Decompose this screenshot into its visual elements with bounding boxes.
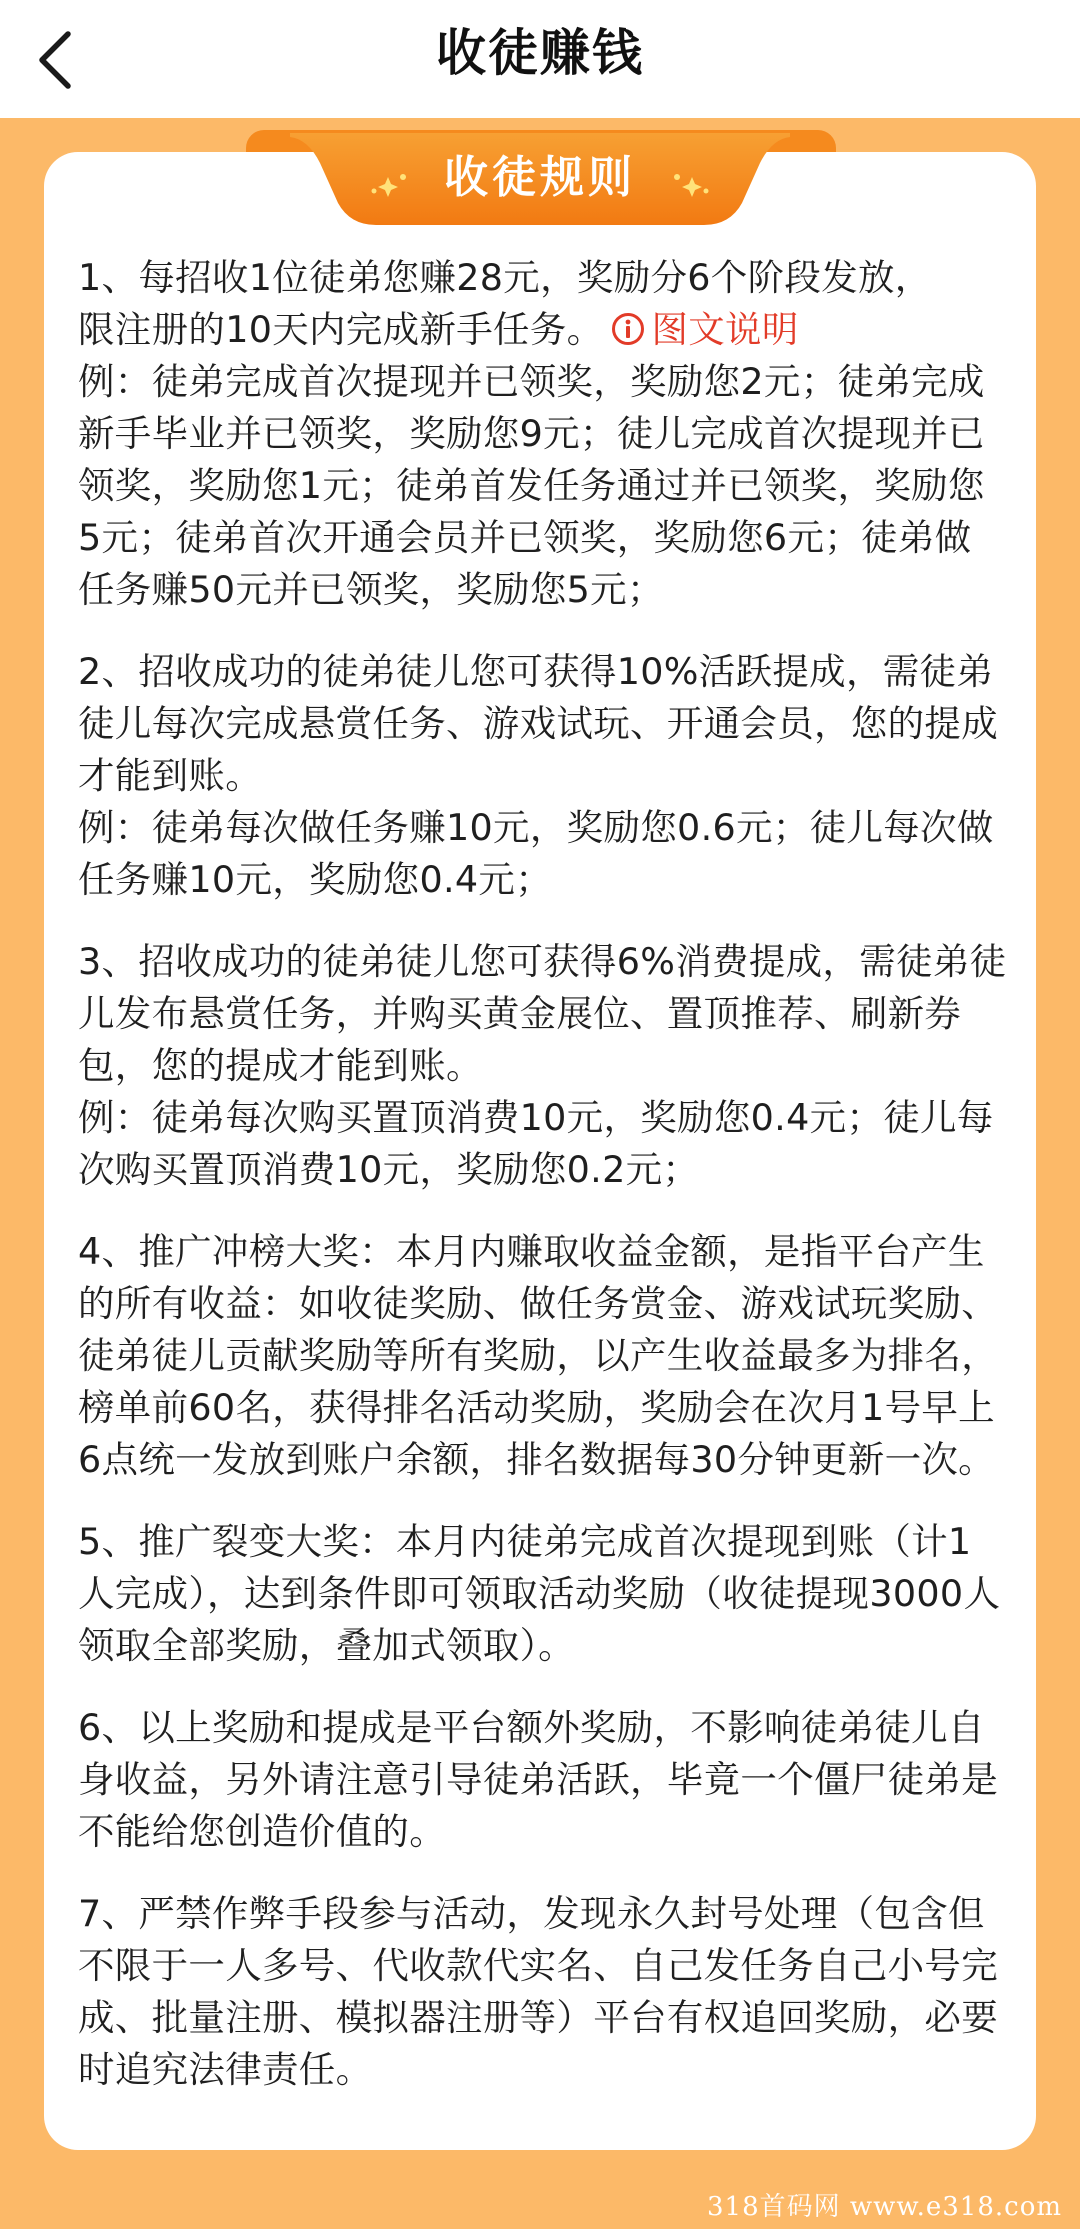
- page-title: 收徒赚钱: [436, 24, 644, 82]
- rule-text: 7、严禁作弊手段参与活动，发现永久封号处理（包含但不限于一人多号、代收款代实名、自己发任务自己小号完成、批量注册、模拟器注册等）平台有权追回奖励，必要时追究法律责任。: [78, 1892, 998, 2091]
- graphic-explanation-link[interactable]: 图文说明: [603, 308, 798, 351]
- rule-item-3: [78, 936, 1008, 1196]
- rule-item-7: [78, 1888, 1008, 2096]
- rule-text: 2、招收成功的徒弟徒儿您可获得10%活跃提成，需徒弟徒儿每次完成悬赏任务、游戏试玩、开通会员，您的提成才能到账。: [78, 650, 998, 797]
- rule-example: 例：徒弟每次购买置顶消费10元，奖励您0.4元；徒儿每次购买置顶消费10元，奖励您0.2元；: [78, 1096, 994, 1191]
- rule-text: 4、推广冲榜大奖：本月内赚取收益金额，是指平台产生的所有收益：如收徒奖励、做任务赏金、游戏试玩奖励、徒弟徒儿贡献奖励等所有奖励，以产生收益最多为排名，榜单前60名，获得排名活动奖励，奖励会在次月1号早上6点统一发放到账户余额，排名数据每30分钟更新一次。: [78, 1230, 998, 1481]
- site-watermark: 318首码网 www.e318.com: [707, 2192, 1062, 2222]
- rule-item-1: [78, 252, 1008, 616]
- section-title: 收徒规则: [444, 152, 636, 203]
- rule-item-5: [78, 1516, 1008, 1672]
- rules-list: [78, 252, 1008, 2126]
- rule-example: 例：徒弟每次做任务赚10元，奖励您0.6元；徒儿每次做任务赚10元，奖励您0.4元；: [78, 806, 994, 901]
- rule-item-2: [78, 646, 1008, 906]
- rule-text: 6、以上奖励和提成是平台额外奖励，不影响徒弟徒儿自身收益，另外请注意引导徒弟活跃，毕竟一个僵尸徒弟是不能给您创造价值的。: [78, 1706, 998, 1853]
- info-icon: [611, 312, 645, 346]
- rule-text: 3、招收成功的徒弟徒儿您可获得6%消费提成，需徒弟徒儿发布悬赏任务，并购买黄金展位、置顶推荐、刷新券包，您的提成才能到账。: [78, 940, 1007, 1087]
- rule-item-6: [78, 1702, 1008, 1858]
- rule-text: 1、每招收1位徒弟您赚28元，奖励分6个阶段发放， 限注册的10天内完成新手任务。 图文说明: [78, 256, 932, 351]
- rule-text: 5、推广裂变大奖：本月内徒弟完成首次提现到账（计1人完成），达到条件即可领取活动奖励（收徒提现3000人领取全部奖励，叠加式领取）。: [78, 1520, 1001, 1667]
- rule-item-4: [78, 1226, 1008, 1486]
- rule-example: 例：徒弟完成首次提现并已领奖，奖励您2元；徒弟完成新手毕业并已领奖，奖励您9元；徒儿完成首次提现并已领奖，奖励您1元；徒弟首发任务通过并已领奖，奖励您5元；徒弟首次开通会员并已领奖，奖励您6元；徒弟做任务赚50元并已领奖，奖励您5元；: [78, 360, 985, 611]
- top-nav-bar: [0, 0, 1080, 118]
